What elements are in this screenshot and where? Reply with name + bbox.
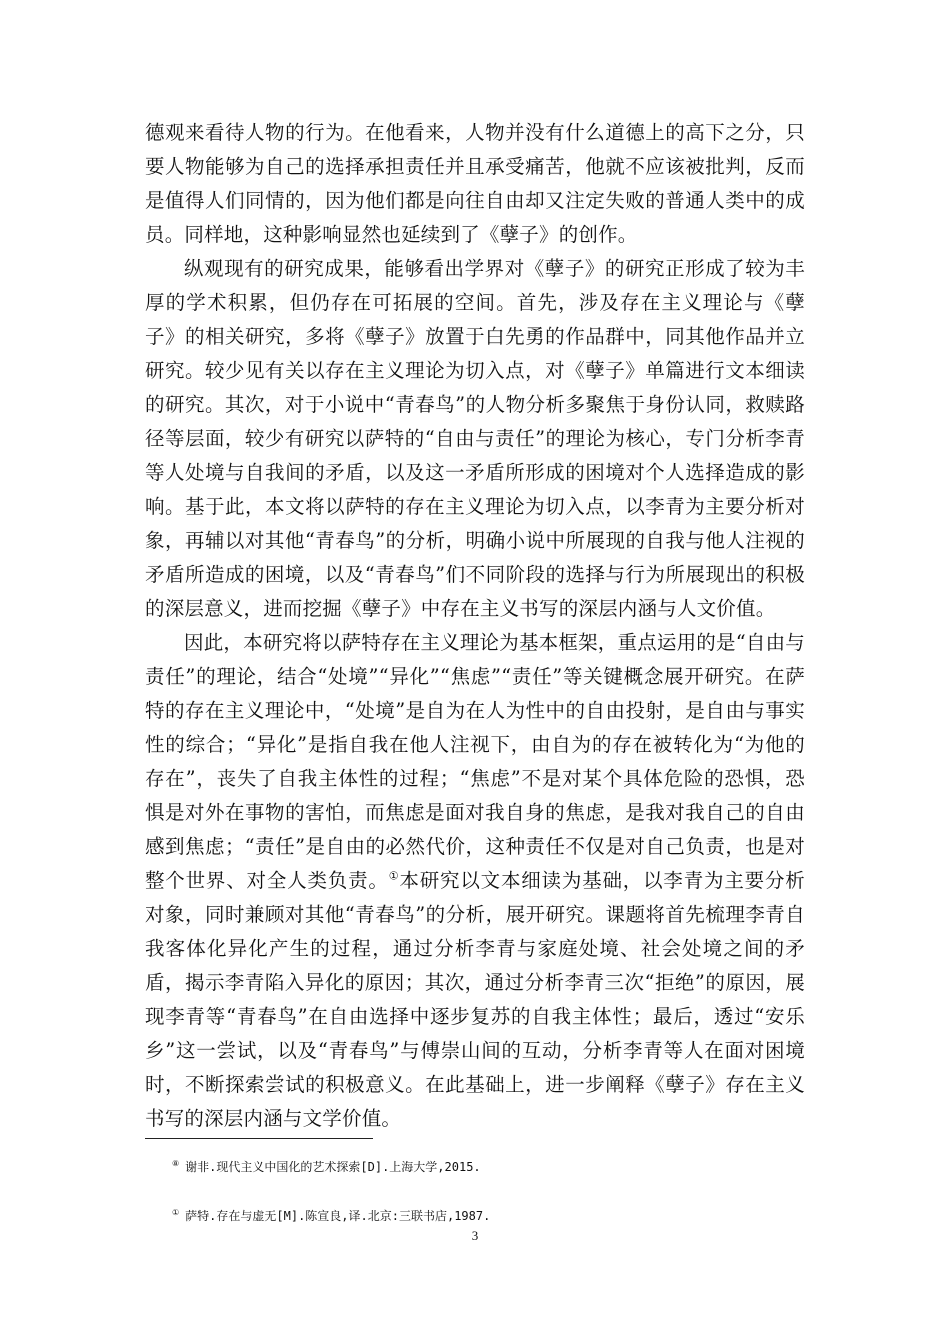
paragraph-text-before-footnote: 因此，本研究将以萨特存在主义理论为基本框架，重点运用的是“自由与责任”的理论，结合“处境”“异化”“焦虑”“责任”等关键概念展开研究。在萨特的存在主义理论中，“处境”是自为在人为性中的自由投射，是自由与事实性的综合；“异化”是指自我在他人注视下，由自为的存在被转化为“为他的存在”，丧失了自我主体性的过程；“焦虑”不是对某个具体危险的恐惧，恐惧是对外在事物的害怕，而焦虑是面对我自身的焦虑，是我对我自己的自由感到焦虑；“责任”是自由的必然代价，这种责任不仅是对自己负责，也是对整个世界、对全人类负责。 <box>145 631 805 892</box>
paragraph-continued: 德观来看待人物的行为。在他看来，人物并没有什么道德上的高下之分，只要人物能够为自己的选择承担责任并且承受痛苦，他就不应该被批判，反而是值得人们同情的，因为他们都是向往自由却又注定失败的普通人类中的成员。同样地，这种影响显然也延续到了《孽子》的创作。 <box>145 121 805 246</box>
footnote-item <box>172 1207 490 1225</box>
body-text <box>145 116 805 1136</box>
footnote-mark: ① <box>172 1208 180 1217</box>
paragraph-text-after-footnote: 本研究以文本细读为基础，以李青为主要分析对象，同时兼顾对其他“青春鸟”的分析，展开研究。课题将首先梳理李青自我客体化异化产生的过程，通过分析李青与家庭处境、社会处境之间的矛盾，揭示李青陷入异化的原因；其次，通过分析李青三次“拒绝”的原因，展现李青等“青春鸟”在自由选择中逐步复苏的自我主体性；最后，透过“安乐乡”这一尝试，以及“青春鸟”与傅崇山间的互动，分析李青等人在面对困境时，不断探索尝试的积极意义。在此基础上，进一步阐释《孽子》存在主义书写的深层内涵与文学价值。 <box>145 869 805 1130</box>
footnote-item <box>172 1158 481 1176</box>
paragraph-research-review: 纵观现有的研究成果，能够看出学界对《孽子》的研究正形成了较为丰厚的学术积累，但仍存在可拓展的空间。首先，涉及存在主义理论与《孽子》的相关研究，多将《孽子》放置于白先勇的作品群中，同其他作品并立研究。较少见有关以存在主义理论为切入点，对《孽子》单篇进行文本细读的研究。其次，对于小说中“青春鸟”的人物分析多聚焦于身份认同，救赎路径等层面，较少有研究以萨特的“自由与责任”的理论为核心，专门分析李青等人处境与自我间的矛盾，以及这一矛盾所形成的困境对个人选择造成的影响。基于此，本文将以萨特的存在主义理论为切入点，以李青为主要分析对象，再辅以对其他“青春鸟”的分析，明确小说中所展现的自我与他人注视的矛盾所造成的困境，以及“青春鸟”们不同阶段的选择与行为所展现出的积极的深层意义，进而挖掘《孽子》中存在主义书写的深层内涵与人文价值。 <box>145 257 805 620</box>
paragraph-research-framework <box>145 626 805 1136</box>
footnote-text: 谢非.现代主义中国化的艺术探索[D].上海大学,2015. <box>185 1160 481 1174</box>
page-number: 3 <box>471 1228 479 1243</box>
footnote-reference[interactable]: ① <box>388 869 400 883</box>
footnote-separator <box>145 1138 373 1139</box>
footnote-text: 萨特.存在与虚无[M].陈宣良,译.北京:三联书店,1987. <box>185 1209 491 1223</box>
footnote-mark: ⑧ <box>172 1159 180 1168</box>
